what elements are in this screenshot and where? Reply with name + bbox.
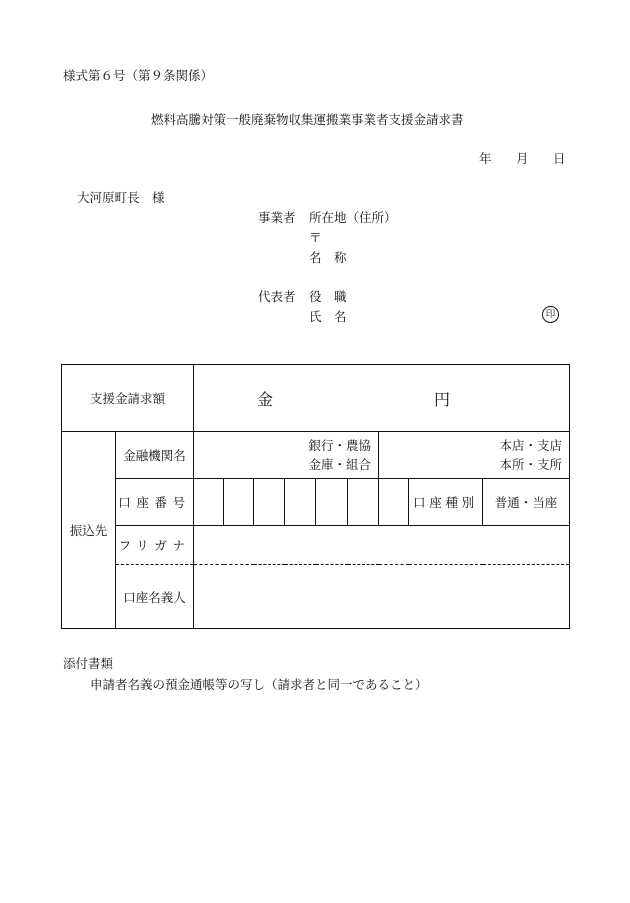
account-digit-7[interactable] [379,479,409,526]
seal-icon: 印 [542,306,559,323]
transfer-label: 振込先 [62,432,116,629]
branch-types-line2: 本所・支所 [499,457,563,472]
addressee: 大河原町長 様 [77,190,165,205]
bank-types-line2: 金庫・組合 [308,457,372,472]
account-type-options[interactable]: 普通・当座 [483,479,570,526]
attachments-item: 申請者名義の預金通帳等の写し（請求者と同一であること） [90,677,428,692]
payment-table [61,364,570,629]
account-digit-2[interactable] [224,479,254,526]
business-label: 事業者 [258,210,296,225]
representative-name-label: 氏 名 [309,309,347,324]
date-year-label: 年 [479,151,492,166]
business-address-label: 所在地（住所） [309,210,397,225]
representative-position-label: 役 職 [309,289,347,304]
account-holder-label: 口座名義人 [116,565,194,629]
bank-name-field[interactable] [194,432,379,479]
account-digit-3[interactable] [254,479,285,526]
amount-field[interactable] [194,365,570,432]
postal-mark: 〒 [309,230,322,245]
account-number-label: 口座番号 [116,479,194,526]
furigana-label: フリガナ [116,526,194,565]
bank-name-label: 金融機関名 [116,432,194,479]
attachments-heading: 添付書類 [63,656,114,671]
representative-label: 代表者 [258,289,296,304]
amount-label: 支援金請求額 [62,365,194,432]
bank-types-line1: 銀行・農協 [308,438,372,453]
account-digit-4[interactable] [285,479,316,526]
account-holder-field[interactable] [194,565,570,629]
account-digit-5[interactable] [316,479,348,526]
document-title: 燃料高騰対策一般廃棄物収集運搬業事業者支援金請求書 [151,112,464,127]
account-digit-1[interactable] [194,479,224,526]
branch-types-line1: 本店・支店 [499,438,563,453]
account-digit-6[interactable] [348,479,379,526]
date-day-label: 日 [553,151,566,166]
amount-prefix: 金 [257,390,274,409]
date-month-label: 月 [516,151,529,166]
business-name-label: 名 称 [309,250,347,265]
furigana-field[interactable] [194,526,570,565]
account-type-label: 口座種別 [409,479,483,526]
amount-suffix: 円 [434,390,451,409]
form-number: 様式第６号（第９条関係） [63,68,214,83]
branch-name-field[interactable] [379,432,570,479]
